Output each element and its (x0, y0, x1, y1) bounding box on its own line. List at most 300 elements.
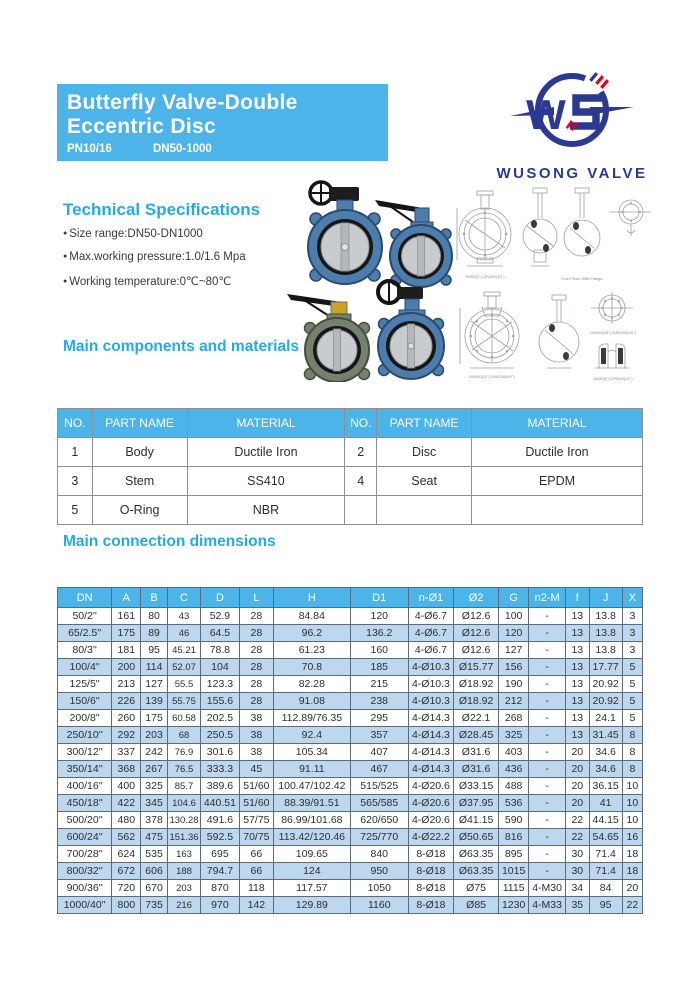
table-cell: 4-Ø14.3 (408, 710, 453, 727)
table-cell: EPDM (472, 467, 643, 496)
page-title-line1: Butterfly Valve-Double (67, 91, 298, 114)
table-cell: 13 (566, 710, 589, 727)
table-cell: 1160 (350, 897, 408, 914)
table-cell: 4-Ø20.6 (408, 812, 453, 829)
table-cell: 156 (499, 659, 529, 676)
table-cell: 124 (274, 863, 351, 880)
table-cell: 120 (350, 608, 408, 625)
table-cell: 13 (566, 642, 589, 659)
table-cell: 100 (499, 608, 529, 625)
table-cell: 120 (499, 625, 529, 642)
column-header: MATERIAL (472, 409, 643, 438)
table-cell: 28 (239, 676, 273, 693)
table-cell (472, 496, 643, 525)
table-cell: 70.8 (274, 659, 351, 676)
table-cell: 337 (112, 744, 141, 761)
table-cell: 28 (239, 642, 273, 659)
table-cell: 4-Ø14.3 (408, 761, 453, 778)
size-range: DN50-1000 (152, 143, 212, 156)
table-cell: Ø31.6 (454, 744, 499, 761)
table-cell: 46 (167, 625, 200, 642)
table-cell: 78.8 (201, 642, 240, 659)
table-cell: 117.57 (274, 880, 351, 897)
table-cell: 30 (566, 846, 589, 863)
table-cell: 20 (566, 778, 589, 795)
table-cell: Ø75 (454, 880, 499, 897)
table-cell: Ductile Iron (472, 438, 643, 467)
column-header: B (141, 588, 168, 608)
table-cell: 10 (622, 812, 642, 829)
table-cell: 65/2.5'' (58, 625, 112, 642)
table-cell: 389.6 (201, 778, 240, 795)
table-cell: 18 (622, 846, 642, 863)
table-cell: 44.15 (589, 812, 622, 829)
table-cell: 181 (112, 642, 141, 659)
table-cell: 203 (141, 727, 168, 744)
table-cell: 66 (239, 846, 273, 863)
table-cell: 123.3 (201, 676, 240, 693)
table-cell: 5 (622, 710, 642, 727)
table-cell: 4-Ø10.3 (408, 693, 453, 710)
spec-item-temperature: ● Working temperature:0℃~80℃ (63, 274, 293, 288)
column-header: A (112, 588, 141, 608)
table-row (58, 642, 643, 659)
column-header: DN (58, 588, 112, 608)
table-cell: 491.6 (201, 812, 240, 829)
table-cell: 151.36 (167, 829, 200, 846)
drawing-caption: One Piece With Flange (561, 276, 603, 281)
components-table (57, 408, 643, 525)
table-cell: Ø18.92 (454, 676, 499, 693)
table-cell: 4-Ø14.3 (408, 727, 453, 744)
table-cell: 467 (350, 761, 408, 778)
table-row (58, 625, 643, 642)
drawing-top-view-icon (587, 290, 637, 330)
table-cell: 216 (167, 897, 200, 914)
table-cell: 13 (566, 676, 589, 693)
table-cell: 20 (622, 880, 642, 897)
table-cell: 68 (167, 727, 200, 744)
table-cell: NBR (187, 496, 345, 525)
table-cell: 109.65 (274, 846, 351, 863)
pressure-size-subtitle (67, 143, 388, 155)
table-cell: 213 (112, 676, 141, 693)
table-cell: 91.11 (274, 761, 351, 778)
brand-logo (492, 62, 652, 180)
table-cell: Ø15.77 (454, 659, 499, 676)
table-cell: 592.5 (201, 829, 240, 846)
table-cell: 155.6 (201, 693, 240, 710)
table-cell: 52.9 (201, 608, 240, 625)
table-cell (377, 496, 472, 525)
table-cell: 325 (141, 778, 168, 795)
table-cell: 515/525 (350, 778, 408, 795)
table-cell: Stem (92, 467, 187, 496)
table-cell: 30 (566, 863, 589, 880)
table-cell: 700/28'' (58, 846, 112, 863)
table-cell: - (529, 863, 566, 880)
table-cell: Ø37.95 (454, 795, 499, 812)
table-cell: 4-Ø6.7 (408, 608, 453, 625)
table-row (58, 467, 643, 496)
column-header: H (274, 588, 351, 608)
spec-bullet-list (63, 228, 293, 299)
table-cell: - (529, 812, 566, 829)
table-cell: 20 (566, 795, 589, 812)
table-cell: 720 (112, 880, 141, 897)
table-cell: 150/6'' (58, 693, 112, 710)
table-cell: 60.58 (167, 710, 200, 727)
page-title-line2: Eccentric Disc (67, 114, 216, 138)
table-cell: 34 (566, 880, 589, 897)
table-cell: 10 (622, 778, 642, 795)
table-row (58, 880, 643, 897)
table-cell: 13 (566, 727, 589, 744)
table-cell: - (529, 829, 566, 846)
spec-item-pressure: ● Max.working pressure:1.0/1.6 Mpa (63, 251, 293, 263)
table-cell: 28 (239, 693, 273, 710)
table-row (58, 744, 643, 761)
table-cell: 112.89/76.35 (274, 710, 351, 727)
section-heading-dimensions: Main connection dimensions (63, 533, 276, 550)
table-cell: 200 (112, 659, 141, 676)
table-cell: 800 (112, 897, 141, 914)
table-cell: 105.34 (274, 744, 351, 761)
table-cell: 71.4 (589, 863, 622, 880)
dimensions-table (57, 587, 643, 914)
table-cell: 45.21 (167, 642, 200, 659)
drawing-caption: DN400(16'')-DN1000(40'') (590, 330, 636, 335)
column-header: n-Ø1 (408, 588, 453, 608)
table-cell: 212 (499, 693, 529, 710)
table-cell: 4-Ø6.7 (408, 642, 453, 659)
column-header: PART NAME (92, 409, 187, 438)
table-cell: 16 (622, 829, 642, 846)
table-cell: 91.08 (274, 693, 351, 710)
table-cell: 300/12'' (58, 744, 112, 761)
table-cell: 8 (622, 761, 642, 778)
table-cell: 2 (345, 438, 377, 467)
table-cell: 61.23 (274, 642, 351, 659)
table-cell: 1015 (499, 863, 529, 880)
table-cell: 4-Ø6.7 (408, 625, 453, 642)
table-row (58, 761, 643, 778)
table-cell: 22 (566, 812, 589, 829)
table-cell: 4-Ø10.3 (408, 659, 453, 676)
table-cell: 20.92 (589, 676, 622, 693)
table-cell: 600/24'' (58, 829, 112, 846)
table-cell: 450/18'' (58, 795, 112, 812)
table-cell: 4-Ø20.6 (408, 795, 453, 812)
table-cell: 31.45 (589, 727, 622, 744)
table-cell: 436 (499, 761, 529, 778)
table-cell: 100/4'' (58, 659, 112, 676)
table-cell: 475 (141, 829, 168, 846)
product-figures (285, 178, 665, 386)
table-cell: 18 (622, 863, 642, 880)
table-cell: 500/20'' (58, 812, 112, 829)
table-cell: 51/60 (239, 795, 273, 812)
table-cell: 13 (566, 693, 589, 710)
table-cell: 80/3'' (58, 642, 112, 659)
table-cell: 8-Ø18 (408, 863, 453, 880)
table-row (58, 659, 643, 676)
table-cell: 160 (350, 642, 408, 659)
table-cell: 51/60 (239, 778, 273, 795)
table-cell: 8-Ø18 (408, 846, 453, 863)
table-cell: 950 (350, 863, 408, 880)
table-cell: 113.42/120.46 (274, 829, 351, 846)
table-cell: 13.8 (589, 642, 622, 659)
table-cell: 38 (239, 710, 273, 727)
table-cell: Ø31.6 (454, 761, 499, 778)
column-header: D (201, 588, 240, 608)
column-header: D1 (350, 588, 408, 608)
table-cell: 136.2 (350, 625, 408, 642)
table-cell: 403 (499, 744, 529, 761)
table-cell: 185 (350, 659, 408, 676)
table-cell: 5 (58, 496, 93, 525)
table-cell: 4-M33 (529, 897, 566, 914)
table-cell: 188 (167, 863, 200, 880)
table-cell: 260 (112, 710, 141, 727)
table-row (58, 693, 643, 710)
table-cell: 333.3 (201, 761, 240, 778)
valve-photo-handwheel-icon (367, 278, 453, 380)
table-cell: 17.77 (589, 659, 622, 676)
table-cell: 139 (141, 693, 168, 710)
table-cell: 13.8 (589, 625, 622, 642)
table-cell: 5 (622, 676, 642, 693)
table-cell: 800/32'' (58, 863, 112, 880)
column-header: NO. (58, 409, 93, 438)
table-row (58, 897, 643, 914)
table-row (58, 778, 643, 795)
table-cell: 20.92 (589, 693, 622, 710)
table-cell: 8-Ø18 (408, 880, 453, 897)
table-cell: 118 (239, 880, 273, 897)
table-cell: Disc (377, 438, 472, 467)
table-cell: 190 (499, 676, 529, 693)
table-cell: 161 (112, 608, 141, 625)
table-cell: 4 (345, 467, 377, 496)
drawing-top-view-icon (607, 194, 651, 240)
table-cell: 565/585 (350, 795, 408, 812)
column-header: n2-M (529, 588, 566, 608)
table-row (58, 829, 643, 846)
table-cell: 38 (239, 744, 273, 761)
table-cell: 407 (350, 744, 408, 761)
table-cell: 5 (622, 659, 642, 676)
table-cell: Ø63.35 (454, 863, 499, 880)
drawing-caption: DN50(2'')-DN300(12'') (593, 376, 633, 381)
table-cell: 250/10'' (58, 727, 112, 744)
table-cell: 536 (499, 795, 529, 812)
page-title (67, 91, 388, 138)
table-cell: 57/75 (239, 812, 273, 829)
table-cell: 735 (141, 897, 168, 914)
table-cell: 422 (112, 795, 141, 812)
table-cell: 10 (622, 795, 642, 812)
table-cell: 95 (589, 897, 622, 914)
table-cell: Ø12.6 (454, 642, 499, 659)
table-cell: 127 (141, 676, 168, 693)
table-cell: O-Ring (92, 496, 187, 525)
table-cell: 100.47/102.42 (274, 778, 351, 795)
table-cell: 268 (499, 710, 529, 727)
column-header: NO. (345, 409, 377, 438)
table-cell: - (529, 608, 566, 625)
table-cell: 250.5 (201, 727, 240, 744)
drawing-side-section-icon (563, 184, 601, 276)
table-cell: 350/14'' (58, 761, 112, 778)
pressure-rating: PN10/16 (67, 143, 112, 156)
table-cell: 606 (141, 863, 168, 880)
table-cell: 28 (239, 659, 273, 676)
table-cell: 163 (167, 846, 200, 863)
table-cell: 670 (141, 880, 168, 897)
table-cell: Ductile Iron (187, 438, 345, 467)
table-cell: 8 (622, 744, 642, 761)
table-cell: 54.65 (589, 829, 622, 846)
table-cell: 203 (167, 880, 200, 897)
table-cell: 440.51 (201, 795, 240, 812)
table-cell: 1050 (350, 880, 408, 897)
table-cell: 28 (239, 608, 273, 625)
table-cell: 624 (112, 846, 141, 863)
table-cell: 3 (622, 608, 642, 625)
table-cell: 488 (499, 778, 529, 795)
table-cell: 970 (201, 897, 240, 914)
section-heading-components: Main components and materials (63, 338, 299, 355)
table-cell: 242 (141, 744, 168, 761)
table-cell: 1115 (499, 880, 529, 897)
table-cell: 870 (201, 880, 240, 897)
table-cell: 85.7 (167, 778, 200, 795)
table-cell (345, 496, 377, 525)
table-cell: 86.99/101.68 (274, 812, 351, 829)
table-cell: 900/36'' (58, 880, 112, 897)
table-cell: 4-Ø22.2 (408, 829, 453, 846)
table-cell: - (529, 795, 566, 812)
table-cell: 50/2'' (58, 608, 112, 625)
table-cell: 13 (566, 659, 589, 676)
table-cell: 238 (350, 693, 408, 710)
table-cell: 142 (239, 897, 273, 914)
table-cell: Seat (377, 467, 472, 496)
table-cell: 5 (622, 693, 642, 710)
table-cell: 13.8 (589, 608, 622, 625)
table-cell: Ø28.45 (454, 727, 499, 744)
table-cell: 13 (566, 608, 589, 625)
table-cell: 4-Ø14.3 (408, 744, 453, 761)
table-cell: 38 (239, 727, 273, 744)
table-cell: 127 (499, 642, 529, 659)
table-cell: 43 (167, 608, 200, 625)
table-cell: 76.5 (167, 761, 200, 778)
table-cell: 80 (141, 608, 168, 625)
table-cell: 175 (141, 710, 168, 727)
table-cell: 378 (141, 812, 168, 829)
table-cell: 88.39/91.51 (274, 795, 351, 812)
table-cell: 35 (566, 897, 589, 914)
table-row (58, 710, 643, 727)
table-cell: 28 (239, 625, 273, 642)
table-cell: 20 (566, 744, 589, 761)
column-header: C (167, 588, 200, 608)
table-cell: 400 (112, 778, 141, 795)
table-row (58, 846, 643, 863)
drawing-caption: DN300(12'')-DN1000(40'') (469, 374, 515, 379)
table-cell: 215 (350, 676, 408, 693)
table-cell: 22 (566, 829, 589, 846)
table-cell: Ø18.92 (454, 693, 499, 710)
table-cell: 1230 (499, 897, 529, 914)
column-header: MATERIAL (187, 409, 345, 438)
drawing-front-view-icon (453, 188, 517, 272)
column-header: PART NAME (377, 409, 472, 438)
components-table-container (57, 408, 643, 525)
table-cell: 295 (350, 710, 408, 727)
table-cell: 76.9 (167, 744, 200, 761)
table-cell: 104.6 (167, 795, 200, 812)
table-cell: - (529, 778, 566, 795)
table-cell: 71.4 (589, 846, 622, 863)
table-cell: - (529, 693, 566, 710)
table-row (58, 438, 643, 467)
table-cell: - (529, 676, 566, 693)
table-cell: 301.6 (201, 744, 240, 761)
column-header: L (239, 588, 273, 608)
table-cell: 96.2 (274, 625, 351, 642)
drawing-seat-detail-icon (589, 338, 635, 374)
table-cell: - (529, 625, 566, 642)
table-cell: 24.1 (589, 710, 622, 727)
table-cell: 129.89 (274, 897, 351, 914)
table-row (58, 496, 643, 525)
table-row (58, 812, 643, 829)
drawing-side-section-icon (521, 184, 559, 276)
table-cell: 82.28 (274, 676, 351, 693)
table-cell: 345 (141, 795, 168, 812)
column-header: G (499, 588, 529, 608)
column-header: J (589, 588, 622, 608)
table-cell: 52.07 (167, 659, 200, 676)
table-cell: Body (92, 438, 187, 467)
table-cell: 3 (622, 642, 642, 659)
table-cell: 130.28 (167, 812, 200, 829)
table-cell: 794.7 (201, 863, 240, 880)
table-cell: 292 (112, 727, 141, 744)
table-cell: 125/5'' (58, 676, 112, 693)
table-cell: 357 (350, 727, 408, 744)
table-cell: 70/75 (239, 829, 273, 846)
table-cell: 200/8'' (58, 710, 112, 727)
table-cell: 226 (112, 693, 141, 710)
logo-mark-icon (506, 62, 638, 158)
table-cell: 562 (112, 829, 141, 846)
table-cell: 34.6 (589, 761, 622, 778)
title-banner (57, 84, 388, 161)
table-row (58, 676, 643, 693)
table-cell: 3 (58, 467, 93, 496)
table-cell: 89 (141, 625, 168, 642)
table-cell: 175 (112, 625, 141, 642)
table-cell: 84.84 (274, 608, 351, 625)
table-cell: Ø22.1 (454, 710, 499, 727)
table-cell: 695 (201, 846, 240, 863)
table-cell: 816 (499, 829, 529, 846)
